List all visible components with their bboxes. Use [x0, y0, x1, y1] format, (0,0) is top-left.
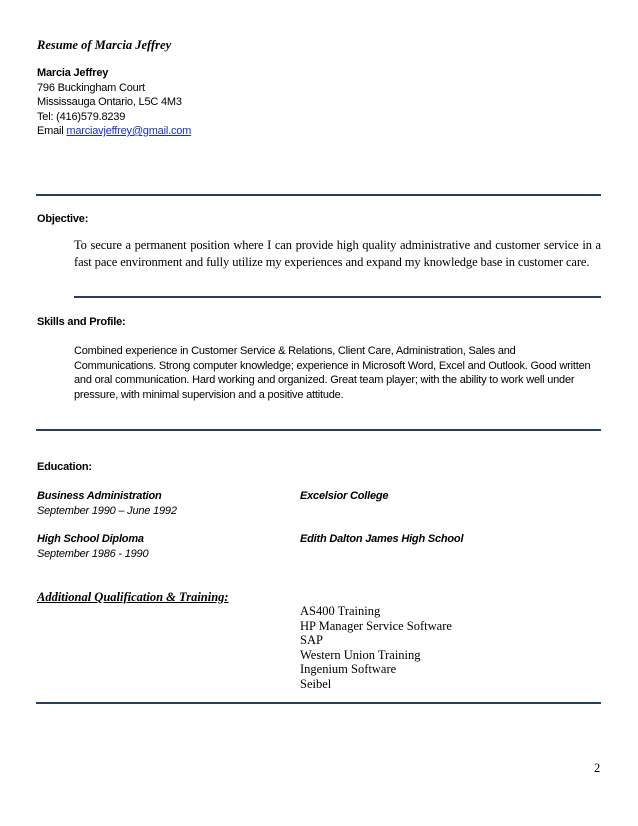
- email-label: Email: [37, 125, 67, 137]
- education-program: Business Administration: [37, 490, 162, 502]
- objective-text: To secure a permanent position where I can provide high quality administrative and customer service in a fast pace environment and fully utilize my experiences and expand my knowledge base in customer care.: [74, 238, 601, 269]
- education-entry: [37, 532, 148, 561]
- contact-name: Marcia Jeffrey: [37, 67, 109, 79]
- training-item: SAP: [300, 633, 323, 648]
- objective-heading: Objective:: [37, 213, 89, 225]
- training-item: HP Manager Service Software: [300, 618, 452, 633]
- section-divider: [36, 702, 601, 704]
- education-program: High School Diploma: [37, 533, 144, 545]
- education-entry: [37, 489, 177, 518]
- section-divider: [74, 296, 601, 298]
- training-item: Western Union Training: [300, 647, 421, 662]
- skills-heading: Skills and Profile:: [37, 316, 126, 328]
- education-dates: September 1986 - 1990: [37, 547, 149, 560]
- contact-block: [37, 66, 191, 139]
- education-school: Edith Dalton James High School: [300, 533, 464, 545]
- training-item: AS400 Training: [300, 604, 381, 618]
- education-dates: September 1990 – June 1992: [37, 504, 177, 517]
- training-heading: Additional Qualification & Training:: [37, 590, 229, 604]
- document-title: Resume of Marcia Jeffrey: [37, 38, 172, 52]
- address-line-1: 796 Buckingham Court: [37, 81, 145, 94]
- education-school: Excelsior College: [300, 490, 389, 502]
- page-number: 2: [594, 761, 601, 775]
- telephone: Tel: (416)579.8239: [37, 110, 126, 123]
- education-heading: Education:: [37, 461, 92, 473]
- email-link[interactable]: marciavjeffrey@gmail.com: [66, 125, 192, 137]
- training-list: [300, 604, 452, 692]
- section-divider: [36, 429, 601, 431]
- email-line: [37, 124, 191, 139]
- section-divider: [36, 194, 601, 196]
- skills-text: Combined experience in Customer Service & Relations, Client Care, Administration, Sales and Communications. Strong computer knowledge; experience in Microsoft Word, Excel and Outlook. Good written and oral communication. Hard working and organized. Great team player; with the ability to work well under pressure, with minimal supervision and a positive attitude.: [74, 345, 591, 401]
- training-item: Ingenium Software: [300, 662, 397, 677]
- training-item: Seibel: [300, 676, 332, 691]
- address-line-2: Mississauga Ontario, L5C 4M3: [37, 96, 182, 108]
